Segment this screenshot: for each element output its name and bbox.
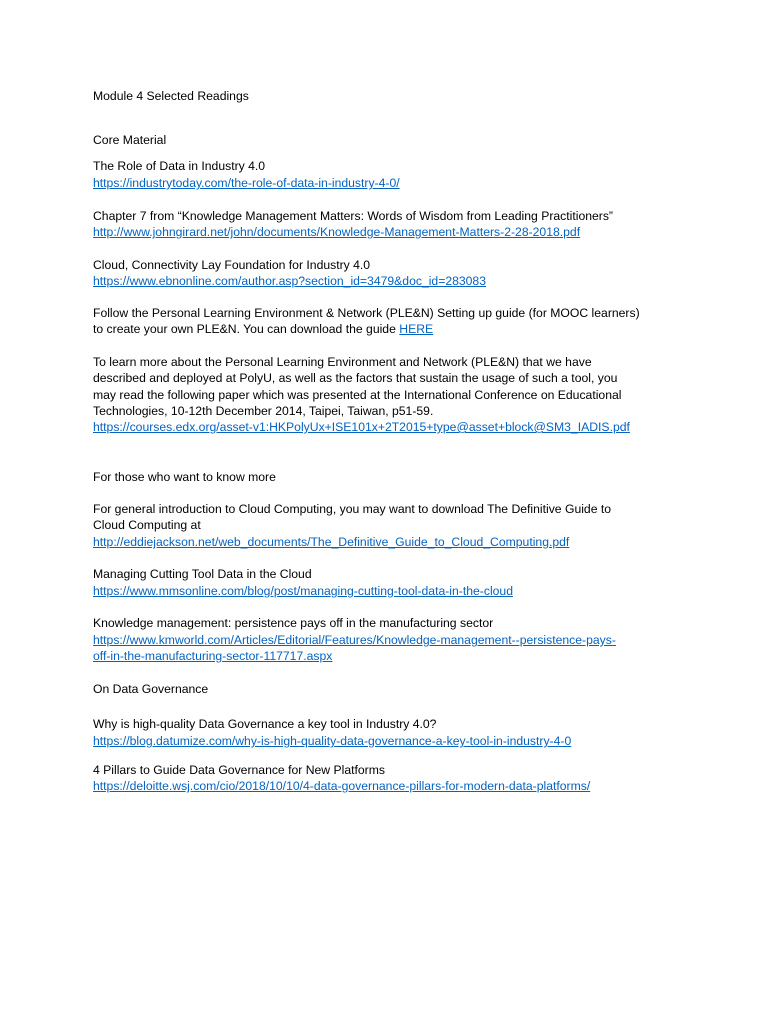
reading-link[interactable]: https://www.kmworld.com/Articles/Editorial/Features/Knowledge-management--persistence-pays- (93, 633, 616, 647)
guide-download-link[interactable]: HERE (399, 322, 434, 336)
reading-title: Chapter 7 from “Knowledge Management Matters: Words of Wisdom from Leading Practitioners” (93, 209, 613, 223)
section-heading-governance: On Data Governance (93, 682, 209, 696)
reading-link[interactable]: https://deloitte.wsj.com/cio/2018/10/10/4-data-governance-pillars-for-modern-data-platforms/ (93, 779, 591, 793)
reading-title: Managing Cutting Tool Data in the Cloud (93, 567, 312, 581)
section-heading-core: Core Material (93, 133, 167, 147)
paragraph-line: described and deployed at PolyU, as well as the factors that sustain the usage of such a tool, you (93, 371, 618, 385)
reading-title: 4 Pillars to Guide Data Governance for New Platforms (93, 763, 385, 777)
paragraph-line: To learn more about the Personal Learning Environment and Network (PLE&N) that we have (93, 355, 592, 369)
paragraph-line: Follow the Personal Learning Environment & Network (PLE&N) Setting up guide (for MOOC learners) (93, 306, 640, 320)
paragraph-line (93, 321, 433, 338)
reading-title: Why is high-quality Data Governance a key tool in Industry 4.0? (93, 717, 437, 731)
paragraph-line: may read the following paper which was presented at the International Conference on Educational (93, 388, 622, 402)
reading-link[interactable]: off-in-the-manufacturing-sector-117717.aspx (93, 649, 333, 663)
reading-link[interactable]: http://www.johngirard.net/john/documents/Knowledge-Management-Matters-2-28-2018.pdf (93, 225, 581, 239)
reading-title: The Role of Data in Industry 4.0 (93, 159, 266, 173)
paragraph-line: Cloud Computing at (93, 518, 201, 532)
paragraph-text: to create your own PLE&N. You can download the guide (93, 322, 400, 336)
reading-link[interactable]: https://courses.edx.org/asset-v1:HKPolyUx+ISE101x+2T2015+type@asset+block@SM3_IADIS.pdf (93, 420, 630, 434)
paragraph-line: For general introduction to Cloud Computing, you may want to download The Definitive Guide to (93, 502, 612, 516)
reading-link[interactable]: http://eddiejackson.net/web_documents/The_Definitive_Guide_to_Cloud_Computing.pdf (93, 535, 570, 549)
section-heading-more: For those who want to know more (93, 470, 276, 484)
reading-title: Cloud, Connectivity Lay Foundation for Industry 4.0 (93, 258, 371, 272)
reading-link[interactable]: https://industrytoday.com/the-role-of-data-in-industry-4-0/ (93, 176, 400, 190)
reading-link[interactable]: https://www.ebnonline.com/author.asp?section_id=3479&doc_id=283083 (93, 274, 486, 288)
paragraph-line: Technologies, 10-12th December 2014, Taipei, Taiwan, p51-59. (93, 404, 434, 418)
reading-link[interactable]: https://blog.datumize.com/why-is-high-quality-data-governance-a-key-tool-in-industry-4-0 (93, 734, 572, 748)
reading-link[interactable]: https://www.mmsonline.com/blog/post/managing-cutting-tool-data-in-the-cloud (93, 584, 513, 598)
document-title: Module 4 Selected Readings (93, 89, 249, 103)
reading-title: Knowledge management: persistence pays off in the manufacturing sector (93, 616, 494, 630)
